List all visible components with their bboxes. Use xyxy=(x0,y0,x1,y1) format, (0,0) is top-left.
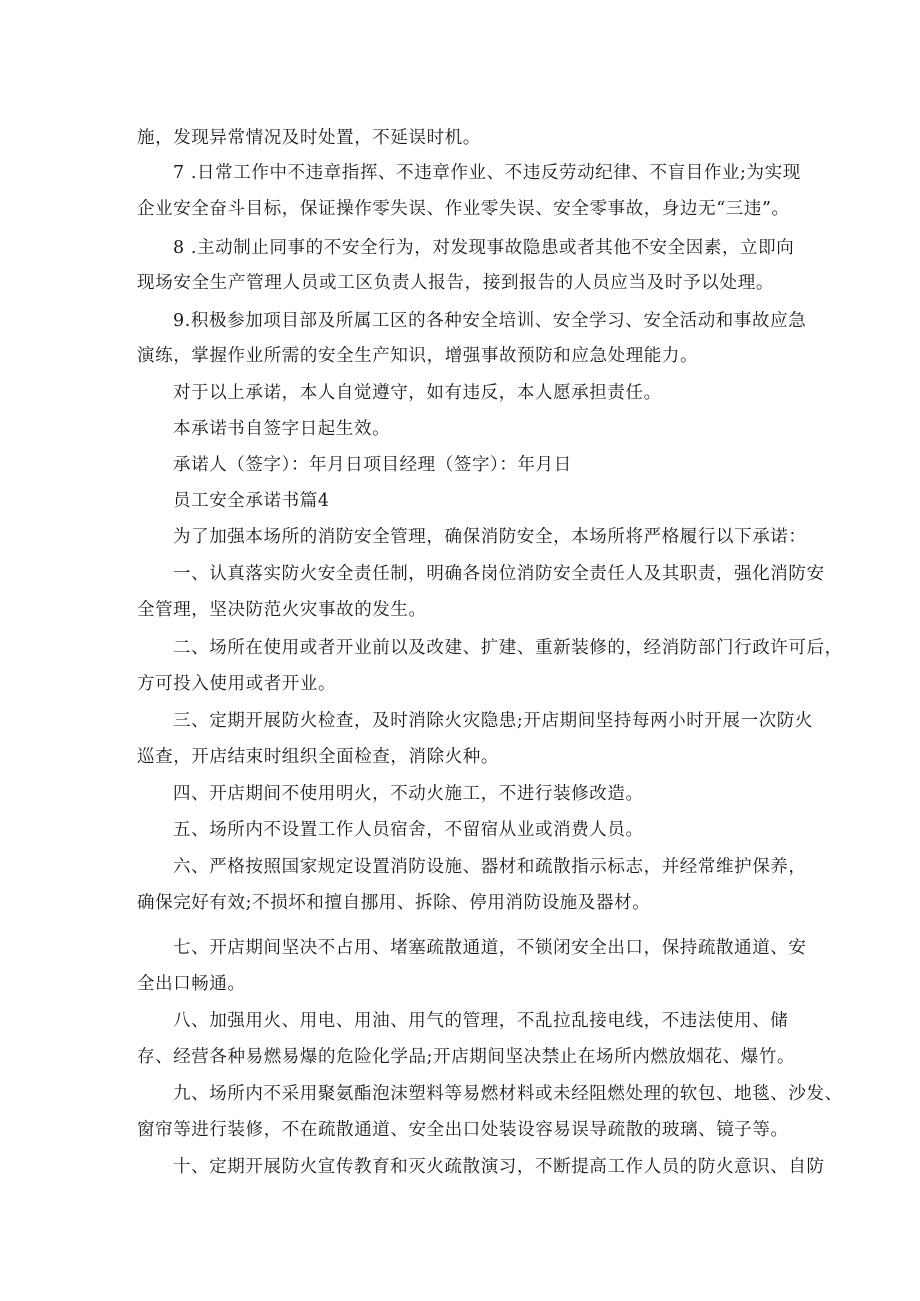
text-line: 确保完好有效;不损坏和擅自挪用、拆除、停用消防设施及器材。 xyxy=(137,893,651,913)
text-line: 五、场所内不设置工作人员宿舍，不留宿从业或消费人员。 xyxy=(173,820,644,840)
text-line: 9.积极参加项目部及所属工区的各种安全培训、安全学习、安全活动和事故应急 xyxy=(173,311,807,331)
text-line: 为了加强本场所的消防安全管理，确保消防安全，本场所将严格履行以下承诺： xyxy=(173,527,807,547)
text-line: 一、认真落实防火安全责任制，明确各岗位消防安全责任人及其职责，强化消防安 xyxy=(173,564,825,584)
text-line: 对于以上承诺，本人自觉遵守，如有违反，本人愿承担责任。 xyxy=(173,383,662,403)
text-line: 企业安全奋斗目标，保证操作零失误、作业零失误、安全零事故，身边无“三违”。 xyxy=(137,199,790,219)
text-line: 八、加强用火、用电、用油、用气的管理，不乱拉乱接电线，不违法使用、储 xyxy=(173,1011,789,1031)
text-line: 方可投入使用或者开业。 xyxy=(137,674,337,694)
text-line: 十、定期开展防火宣传教育和灭火疏散演习，不断提高工作人员的防火意识、自防 xyxy=(173,1157,825,1177)
text-line: 二、场所在使用或者开业前以及改建、扩建、重新装修的，经消防部门行政许可后， xyxy=(173,638,843,658)
text-line: 九、场所内不采用聚氨酯泡沫塑料等易燃材料或未经阻燃处理的软包、地毯、沙发、 xyxy=(173,1084,843,1104)
text-line: 本承诺书自签字日起生效。 xyxy=(173,419,391,439)
text-line: 四、开店期间不使用明火，不动火施工，不进行装修改造。 xyxy=(173,784,644,804)
text-line: 7 .日常工作中不违章指挥、不违章作业、不违反劳动纪律、不盲目作业;为实现 xyxy=(173,163,801,183)
text-line: 巡查，开店结束时组织全面检查，消除火种。 xyxy=(137,747,499,767)
text-line: 演练，掌握作业所需的安全生产知识，增强事故预防和应急处理能力。 xyxy=(137,346,699,366)
text-line: 六、严格按照国家规定设置消防设施、器材和疏散指示标志，并经常维护保养， xyxy=(173,857,807,877)
signature-line: 承诺人（签字）：年月日项目经理（签字）：年月日 xyxy=(173,455,572,475)
text-line: 施，发现异常情况及时处置，不延误时机。 xyxy=(137,128,481,148)
section-heading: 员工安全承诺书篇4 xyxy=(173,491,330,511)
text-line: 现场安全生产管理人员或工区负责人报告，接到报告的人员应当及时予以处理。 xyxy=(137,273,774,293)
text-line: 存、经营各种易燃易爆的危险化学品;开店期间坚决禁止在场所内燃放烟花、爆竹。 xyxy=(137,1047,796,1067)
text-line: 七、开店期间坚决不占用、堵塞疏散通道，不锁闭安全出口，保持疏散通道、安 xyxy=(173,938,807,958)
text-line: 全管理，坚决防范火灾事故的发生。 xyxy=(137,600,427,620)
text-line: 全出口畅通。 xyxy=(137,974,246,994)
text-line: 8 .主动制止同事的不安全行为，对发现事故隐患或者其他不安全因素，立即向 xyxy=(173,238,795,258)
text-line: 三、定期开展防火检查，及时消除火灾隐患;开店期间坚持每两小时开展一次防火 xyxy=(173,711,813,731)
text-line: 窗帘等进行装修，不在疏散通道、安全出口处装设容易误导疏散的玻璃、镜子等。 xyxy=(137,1120,789,1140)
